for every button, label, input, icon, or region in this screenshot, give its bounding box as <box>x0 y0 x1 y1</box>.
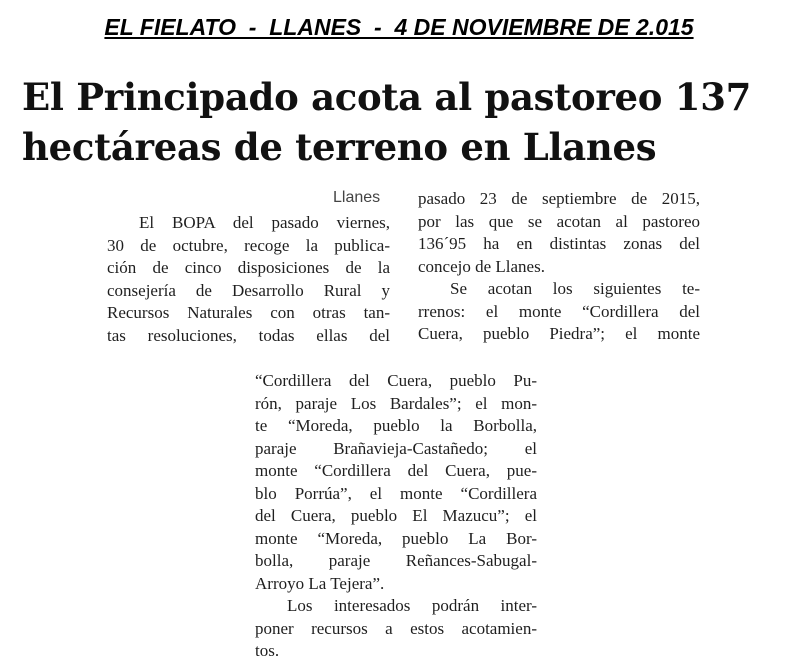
text-line: Cuera, pueblo Piedra”; el monte <box>418 324 700 343</box>
headline-line: hectáreas de terreno en Llanes <box>22 125 657 169</box>
text-line: consejería de Desarrollo Rural y <box>107 280 390 300</box>
text-line: “Cordillera del Cuera, pueblo Pu- <box>255 371 537 390</box>
text-line: Recursos Naturales con otras tan- <box>107 303 390 322</box>
text-line: del Cuera, pueblo El Mazucu”; el <box>255 506 537 525</box>
text-line: blo Porrúa”, el monte “Cordillera <box>255 483 537 503</box>
text-line: tos. <box>255 641 280 660</box>
text-line: rón, paraje Los Bardales”; el mon- <box>255 393 537 413</box>
newspaper-source-header: EL FIELATO - LLANES - 4 DE NOVIEMBRE DE 2.015 <box>104 14 694 40</box>
article-column-2 <box>418 188 700 346</box>
text-line: pasado 23 de septiembre de 2015, <box>418 189 700 208</box>
text-line: monte “Cordillera del Cuera, pue- <box>255 461 537 480</box>
text-line: Arroyo La Tejera”. <box>255 573 385 593</box>
text-line: 136´95 ha en distintas zonas del <box>418 234 700 253</box>
text-line: Los interesados podrán inter- <box>287 596 537 615</box>
text-line: rrenos: el monte “Cordillera del <box>418 301 700 321</box>
article-column-1 <box>107 212 390 347</box>
text-line: por las que se acotan al pastoreo <box>418 211 700 231</box>
text-line: bolla, paraje Reñances-Sabugal- <box>255 551 537 570</box>
article-headline <box>22 72 792 172</box>
headline-line: El Principado acota al pastoreo 137 <box>22 75 752 119</box>
text-line: poner recursos a estos acotamien- <box>255 618 537 638</box>
text-line: monte “Moreda, pueblo La Bor- <box>255 528 537 548</box>
text-line: Se acotan los siguientes te- <box>450 279 700 298</box>
text-line: te “Moreda, pueblo la Borbolla, <box>255 416 537 435</box>
text-line: paraje Brañavieja-Castañedo; el <box>255 438 537 458</box>
text-line: concejo de Llanes. <box>418 256 545 276</box>
article-dateline: Llanes <box>333 189 381 206</box>
text-line: tas resoluciones, todas ellas del <box>107 325 390 345</box>
text-line: ción de cinco disposiciones de la <box>107 258 390 277</box>
text-line: El BOPA del pasado viernes, <box>139 213 390 232</box>
article-column-3 <box>255 370 537 663</box>
text-line: 30 de octubre, recoge la publica- <box>107 235 390 255</box>
